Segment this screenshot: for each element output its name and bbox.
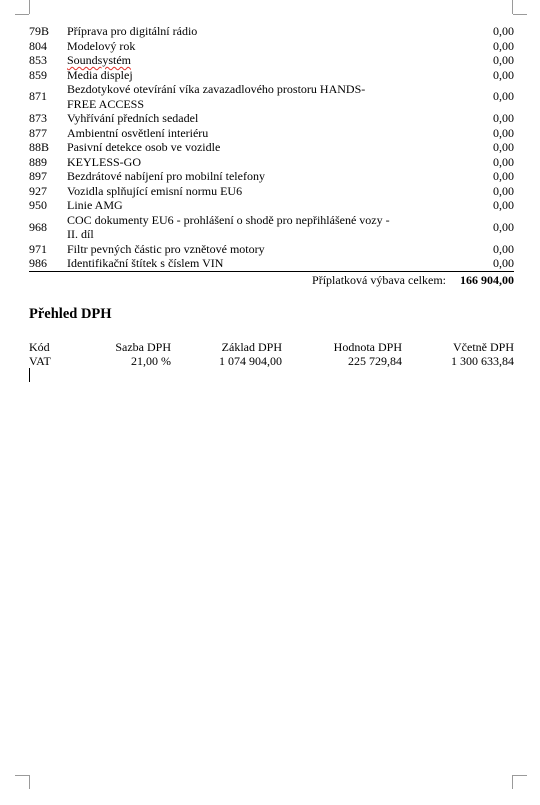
equipment-description: Vozidla splňující emisní normu EU6	[67, 183, 243, 198]
equipment-price: 0,00	[493, 183, 514, 198]
equipment-total-row	[29, 273, 514, 288]
equipment-description: Modelový rok	[67, 38, 136, 53]
vat-header-rate: Sazba DPH	[115, 340, 171, 354]
equipment-code: 877	[29, 125, 47, 140]
equipment-price: 0,00	[493, 154, 514, 169]
equipment-description: Příprava pro digitální rádio	[67, 24, 198, 38]
equipment-code: 927	[29, 183, 47, 198]
crop-mark-bottom-right	[512, 775, 513, 789]
equipment-code: 971	[29, 241, 47, 256]
equipment-price: 0,00	[493, 241, 514, 256]
equipment-row	[29, 82, 514, 111]
vat-overview-heading: Přehled DPH	[29, 306, 112, 322]
equipment-price: 0,00	[493, 125, 514, 140]
equipment-price: 0,00	[493, 89, 514, 104]
equipment-total-value: 166 904,00	[460, 272, 514, 287]
vat-header-code: Kód	[29, 340, 50, 354]
crop-mark-bottom-left-h	[15, 775, 29, 776]
vat-table-row	[29, 354, 514, 368]
vat-table-header	[29, 340, 514, 354]
equipment-price: 0,00	[493, 67, 514, 82]
equipment-price: 0,00	[493, 256, 514, 270]
crop-mark-bottom-right-h	[513, 775, 527, 776]
vat-cell-rate: 21,00 %	[131, 354, 171, 368]
equipment-code: 950	[29, 198, 47, 212]
equipment-row	[29, 184, 514, 199]
equipment-row	[29, 24, 514, 39]
equipment-description: Filtr pevných částic pro vznětové motory	[67, 241, 265, 256]
vat-cell-code: VAT	[29, 354, 51, 368]
vat-header-total: Včetně DPH	[453, 340, 514, 354]
equipment-table	[29, 24, 514, 287]
crop-mark-top-left	[29, 0, 30, 14]
equipment-row	[29, 213, 514, 242]
equipment-code: 804	[29, 38, 47, 53]
equipment-code: 897	[29, 169, 47, 183]
vat-header-amount: Hodnota DPH	[333, 340, 402, 354]
equipment-description: Linie AMG	[67, 198, 123, 212]
equipment-price: 0,00	[493, 169, 514, 183]
crop-mark-top-left-h	[15, 14, 29, 15]
equipment-price: 0,00	[493, 24, 514, 38]
equipment-row	[29, 53, 514, 68]
equipment-price: 0,00	[493, 219, 514, 234]
equipment-price: 0,00	[493, 111, 514, 125]
equipment-price: 0,00	[493, 140, 514, 154]
equipment-row	[29, 39, 514, 54]
equipment-code: 873	[29, 111, 47, 125]
vat-cell-base: 1 074 904,00	[219, 354, 282, 368]
equipment-description: Vyhřívání předních sedadel	[67, 111, 199, 125]
equipment-price: 0,00	[493, 53, 514, 67]
equipment-row	[29, 169, 514, 184]
equipment-description: Bezdotykové otevírání víka zavazadlového prostoru HANDS-FREE ACCESS	[67, 82, 366, 111]
equipment-description	[67, 53, 454, 68]
equipment-code: 859	[29, 67, 47, 82]
equipment-total-label: Příplatková výbava celkem:	[312, 272, 446, 287]
equipment-code: 986	[29, 256, 47, 270]
equipment-description: KEYLESS-GO	[67, 154, 141, 169]
equipment-description: Ambientní osvětlení interiéru	[67, 125, 209, 140]
equipment-row	[29, 68, 514, 83]
vat-header-base: Základ DPH	[221, 340, 282, 354]
equipment-code: 871	[29, 89, 47, 104]
equipment-description: COC dokumenty EU6 - prohlášení o shodě pro nepřihlášené vozy - II. díl	[67, 212, 390, 241]
equipment-row	[29, 256, 514, 272]
crop-mark-bottom-left	[29, 775, 30, 789]
vat-table	[29, 340, 514, 368]
equipment-code: 88B	[29, 140, 50, 154]
crop-mark-top-right	[512, 0, 513, 14]
equipment-price: 0,00	[493, 198, 514, 212]
equipment-row	[29, 155, 514, 170]
equipment-code: 889	[29, 154, 47, 169]
equipment-description: Media displej	[67, 67, 133, 82]
equipment-row	[29, 242, 514, 257]
equipment-code: 853	[29, 53, 47, 67]
vat-cell-total: 1 300 633,84	[451, 354, 514, 368]
equipment-row	[29, 198, 514, 213]
equipment-row	[29, 111, 514, 126]
equipment-code: 79B	[29, 24, 50, 38]
equipment-description: Identifikační štítek s číslem VIN	[67, 256, 224, 270]
equipment-row	[29, 126, 514, 141]
equipment-description: Bezdrátové nabíjení pro mobilní telefony	[67, 169, 265, 183]
crop-mark-top-right-h	[513, 14, 527, 15]
text-cursor[interactable]	[29, 368, 30, 382]
equipment-price: 0,00	[493, 38, 514, 53]
equipment-description: Pasivní detekce osob ve vozidle	[67, 140, 221, 154]
equipment-code: 968	[29, 219, 47, 234]
spellcheck-flagged-word: Soundsystém	[67, 53, 132, 67]
equipment-row	[29, 140, 514, 155]
vat-cell-amount: 225 729,84	[348, 354, 402, 368]
